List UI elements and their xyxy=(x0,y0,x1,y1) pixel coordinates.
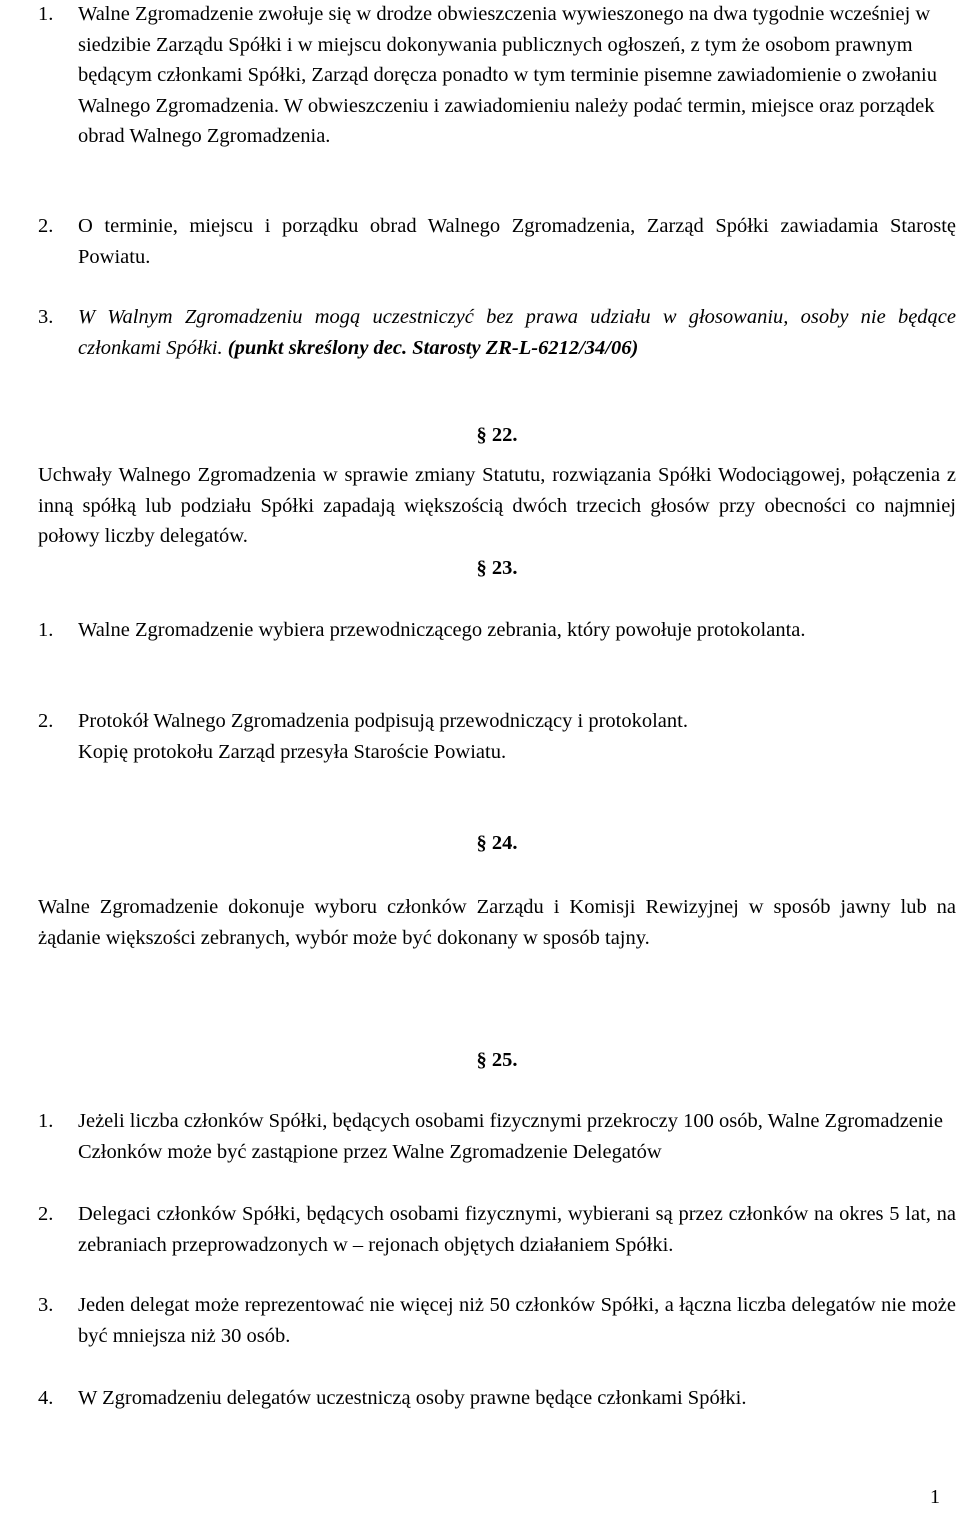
point-text xyxy=(78,302,956,363)
point-text: Jeżeli liczba członków Spółki, będących osobami fizycznymi przekroczy 100 osób, Walne Zgromadzenie Członków może być zastąpione przez Walne Zgromadzenie Delegatów xyxy=(78,1110,943,1163)
point-number: 1. xyxy=(38,3,54,25)
section-heading-23: § 23. xyxy=(476,557,518,579)
point-text xyxy=(78,706,956,767)
point-number: 1. xyxy=(38,619,54,641)
point-text-line: Protokół Walnego Zgromadzenia podpisują przewodniczący i protokolant. xyxy=(78,710,688,732)
point-text: Delegaci członków Spółki, będących osobami fizycznymi, wybierani są przez członków na okres 5 lat, na zebraniach przeprowadzonych w – rejonach objętych działaniem Spółki. xyxy=(78,1203,956,1256)
section-heading-25: § 25. xyxy=(476,1049,518,1071)
point-number: 4. xyxy=(38,1387,54,1409)
point-number: 2. xyxy=(38,710,54,732)
point-number: 2. xyxy=(38,1203,54,1225)
section-22-text: Uchwały Walnego Zgromadzenia w sprawie zmiany Statutu, rozwiązania Spółki Wodociągowej, połączenia z inną spółką lub podziału Spółki zapadają większością dwóch trzecich głosów przy obecności co najmniej połowy liczby delegatów. xyxy=(38,464,956,547)
point-text: W Zgromadzeniu delegatów uczestniczą osoby prawne będące członkami Spółki. xyxy=(78,1387,747,1409)
point-text: Walne Zgromadzenie wybiera przewodniczącego zebrania, który powołuje protokolanta. xyxy=(78,619,806,641)
section-heading-22: § 22. xyxy=(476,424,518,446)
point-text: Walne Zgromadzenie zwołuje się w drodze obwieszczenia wywieszonego na dwa tygodnie wcześniej w siedzibie Zarządu Spółki i w miejscu dokonywania publicznych ogłoszeń, z tym że osobom prawnym będącym członkami Spółki, Zarząd doręcza ponadto w tym terminie pisemne zawiadomienie o zwołaniu Walnego Zgromadzenia. W obwieszczeniu i zawiadomieniu należy podać termin, miejsce oraz porządek obrad Walnego Zgromadzenia. xyxy=(78,3,937,147)
point-number: 3. xyxy=(38,306,54,328)
point-text-line: Kopię protokołu Zarząd przesyła Staroście Powiatu. xyxy=(78,740,507,763)
point-number: 2. xyxy=(38,215,54,237)
deletion-note: (punkt skreślony dec. Starosty ZR-L-6212/34/06) xyxy=(227,336,639,359)
section-heading-24: § 24. xyxy=(476,832,518,854)
section-24-text: Walne Zgromadzenie dokonuje wyboru członków Zarządu i Komisji Rewizyjnej w sposób jawny lub na żądanie większości zebranych, wybór może być dokonany w sposób tajny. xyxy=(38,896,956,949)
point-text-italic: W Walnym Zgromadzeniu mogą uczestniczyć bez prawa udziału w głosowaniu, osoby nie będące członkami Spółki. xyxy=(78,306,956,359)
point-text: Jeden delegat może reprezentować nie więcej niż 50 członków Spółki, a łączna liczba delegatów nie może być mniejsza niż 30 osób. xyxy=(78,1294,956,1347)
page-number: 1 xyxy=(930,1486,940,1508)
point-text: O terminie, miejscu i porządku obrad Walnego Zgromadzenia, Zarząd Spółki zawiadamia Starostę Powiatu. xyxy=(78,215,956,268)
point-number: 1. xyxy=(38,1110,54,1132)
point-number: 3. xyxy=(38,1294,54,1316)
